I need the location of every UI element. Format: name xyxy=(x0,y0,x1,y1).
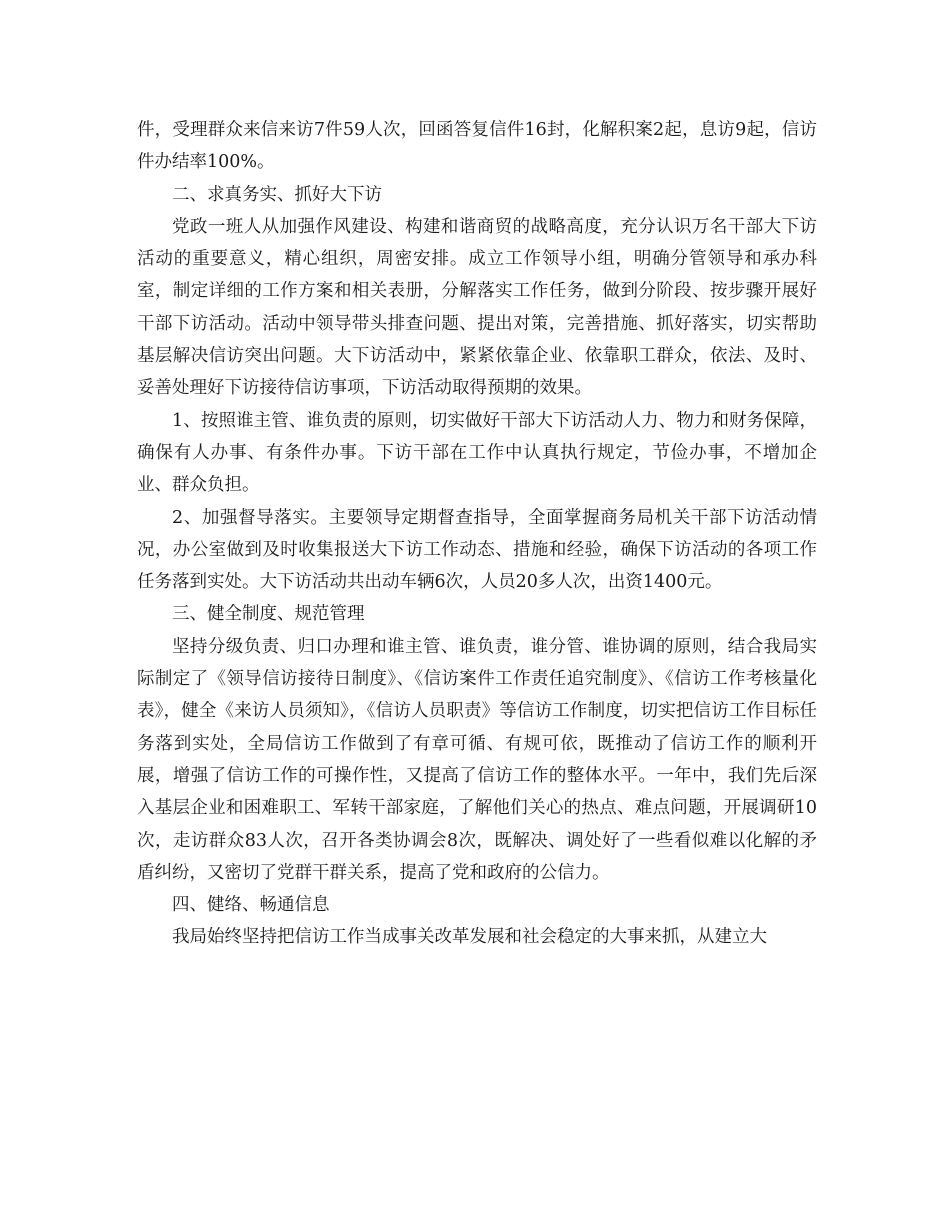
paragraph: 党政一班人从加强作风建设、构建和谐商贸的战略高度，充分认识万名干部大下访活动的重要意义，精心组织，周密安排。成立工作领导小组，明确分管领导和承办科室，制定详细的工作方案和相关表册，分解落实工作任务，做到分阶段、按步骤开展好干部下访活动。活动中领导带头排查问题、提出对策，完善措施、抓好落实，切实帮助基层解决信访突出问题。大下访活动中，紧紧依靠企业、依靠职工群众，依法、及时、妥善处理好下访接待信访事项，下访活动取得预期的效果。 xyxy=(137,216,817,399)
section-heading-2: 二、求真务实、抓好大下访 xyxy=(172,184,382,205)
section-heading-3: 三、健全制度、规范管理 xyxy=(172,604,365,625)
paragraph-continuation: 件，受理群众来信来访7件59人次，回函答复信件16封，化解积案2起，息访9起，信访件办结率100%。 xyxy=(137,120,817,173)
paragraph: 坚持分级负责、归口办理和谁主管、谁负责，谁分管、谁协调的原则，结合我局实际制定了《领导信访接待日制度》、《信访案件工作责任追究制度》、《信访工作考核量化表》，健全《来访人员须知》，《信访人员职责》等信访工作制度，切实把信访工作目标任务落到实处，全局信访工作做到了有章可循、有规可依，既推动了信访工作的顺利开展，增强了信访工作的可操作性，又提高了信访工作的整体水平。一年中，我们先后深入基层企业和困难职工、军转干部家庭，了解他们关心的热点、难点问题，开展调研10次，走访群众83人次，召开各类协调会8次，既解决、调处好了一些看似难以化解的矛盾纠纷，又密切了党群干群关系，提高了党和政府的公信力。 xyxy=(137,636,817,883)
paragraph: 1、按照谁主管、谁负责的原则，切实做好干部大下访活动人力、物力和财务保障，确保有人办事、有条件办事。下访干部在工作中认真执行规定，节俭办事，不增加企业、群众负担。 xyxy=(137,410,817,496)
section-heading-4: 四、健络、畅通信息 xyxy=(172,895,330,916)
document-body xyxy=(137,114,817,954)
paragraph: 2、加强督导落实。主要领导定期督查指导，全面掌握商务局机关干部下访活动情况，办公室做到及时收集报送大下访工作动态、措施和经验，确保下访活动的各项工作任务落到实处。大下访活动共出动车辆6次，人员20多人次，出资1400元。 xyxy=(137,507,817,593)
paragraph: 我局始终坚持把信访工作当成事关改革发展和社会稳定的大事来抓，从建立大 xyxy=(172,927,767,948)
